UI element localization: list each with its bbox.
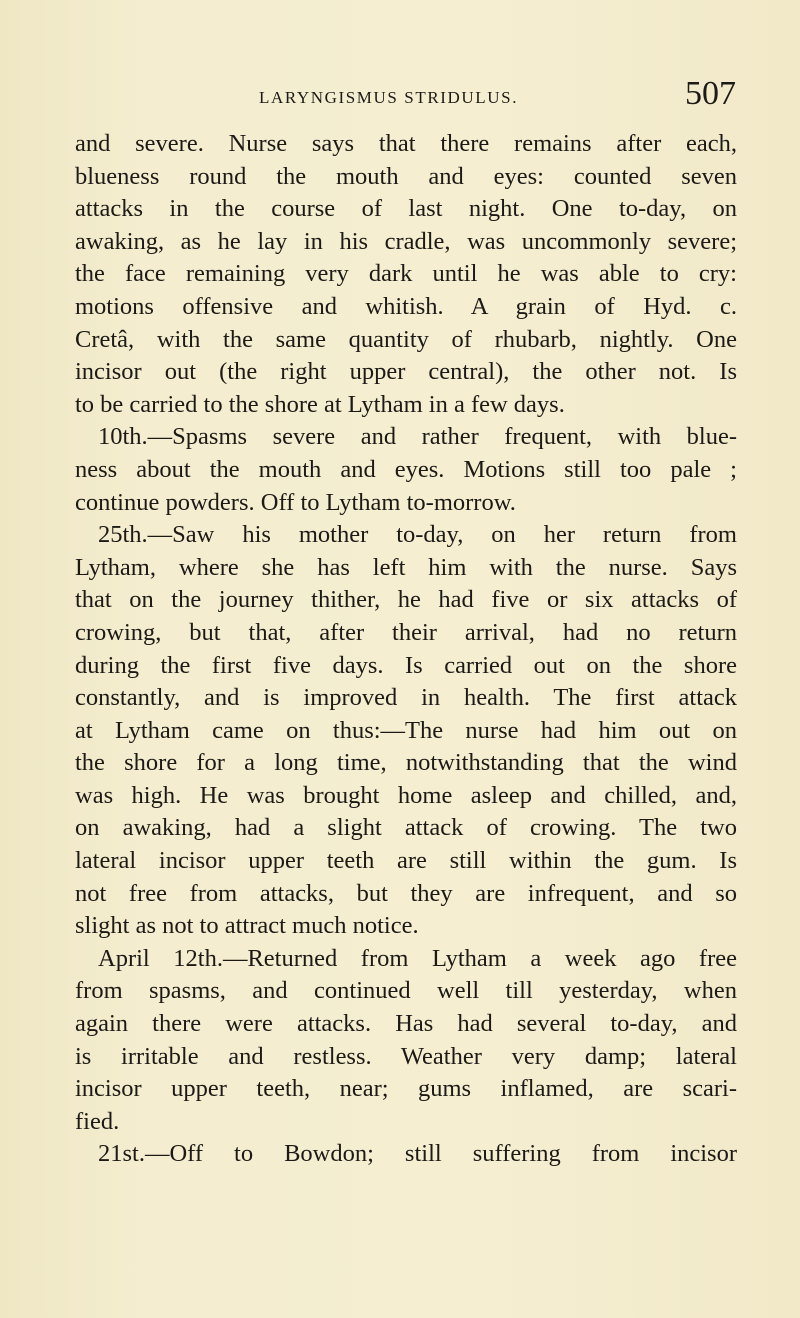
text-line: on awaking, had a slight attack of crowing. The two <box>75 814 737 842</box>
text-line: is irritable and restless. Weather very damp; lateral <box>75 1042 737 1070</box>
text-line: incisor upper teeth, near; gums inflamed, are scari- <box>75 1075 737 1103</box>
text-line: fied. <box>75 1107 120 1135</box>
paragraph-10th <box>75 421 737 519</box>
paragraph-april-12th <box>75 943 737 1139</box>
text-line: 25th.—Saw his mother to-day, on her return from <box>98 521 737 549</box>
running-head <box>76 74 736 114</box>
page-number: 507 <box>685 75 736 112</box>
text-line: continue powders. Off to Lytham to-morrow. <box>75 488 516 516</box>
text-line: slight as not to attract much notice. <box>75 912 419 940</box>
text-line: was high. He was brought home asleep and chilled, and, <box>75 781 737 809</box>
text-line: to be carried to the shore at Lytham in a few days. <box>75 390 565 418</box>
text-line: at Lytham came on thus:—The nurse had him out on <box>75 716 737 744</box>
text-line: motions offensive and whitish. A grain of Hyd. c. <box>75 292 737 320</box>
text-line: the shore for a long time, notwithstanding that the wind <box>75 749 737 777</box>
paragraph-continued <box>75 128 737 421</box>
text-line: not free from attacks, but they are infrequent, and so <box>75 879 737 907</box>
text-line: from spasms, and continued well till yesterday, when <box>75 977 737 1005</box>
text-line: Lytham, where she has left him with the nurse. Says <box>75 553 737 581</box>
text-line: the face remaining very dark until he was able to cry: <box>75 260 737 288</box>
text-line: and severe. Nurse says that there remains after each, <box>75 130 737 157</box>
text-line: blueness round the mouth and eyes: counted seven <box>75 162 737 190</box>
paragraph-21st <box>75 1138 737 1171</box>
text-line: awaking, as he lay in his cradle, was uncommonly severe; <box>75 227 737 255</box>
text-line: constantly, and is improved in health. The first attack <box>75 684 737 712</box>
paragraph-25th <box>75 519 737 943</box>
text-line: crowing, but that, after their arrival, had no return <box>75 618 737 646</box>
text-line: during the first five days. Is carried out on the shore <box>75 651 737 679</box>
running-title: LARYNGISMUS STRIDULUS. <box>259 88 519 107</box>
body-text <box>75 128 737 1171</box>
text-line: 10th.—Spasms severe and rather frequent, with blue- <box>98 423 737 451</box>
text-line: attacks in the course of last night. One to-day, on <box>75 195 737 223</box>
text-line: that on the journey thither, he had five or six attacks of <box>75 586 737 614</box>
text-line: incisor out (the right upper central), the other not. Is <box>75 358 737 386</box>
text-line: Cretâ, with the same quantity of rhubarb, nightly. One <box>75 325 737 353</box>
text-line: again there were attacks. Has had several to-day, and <box>75 1010 737 1038</box>
text-line: 21st.—Off to Bowdon; still suffering from incisor <box>98 1140 737 1168</box>
text-line: April 12th.—Returned from Lytham a week ago free <box>98 944 737 972</box>
text-line: ness about the mouth and eyes. Motions still too pale ; <box>75 455 737 483</box>
text-line: lateral incisor upper teeth are still within the gum. Is <box>75 847 737 875</box>
